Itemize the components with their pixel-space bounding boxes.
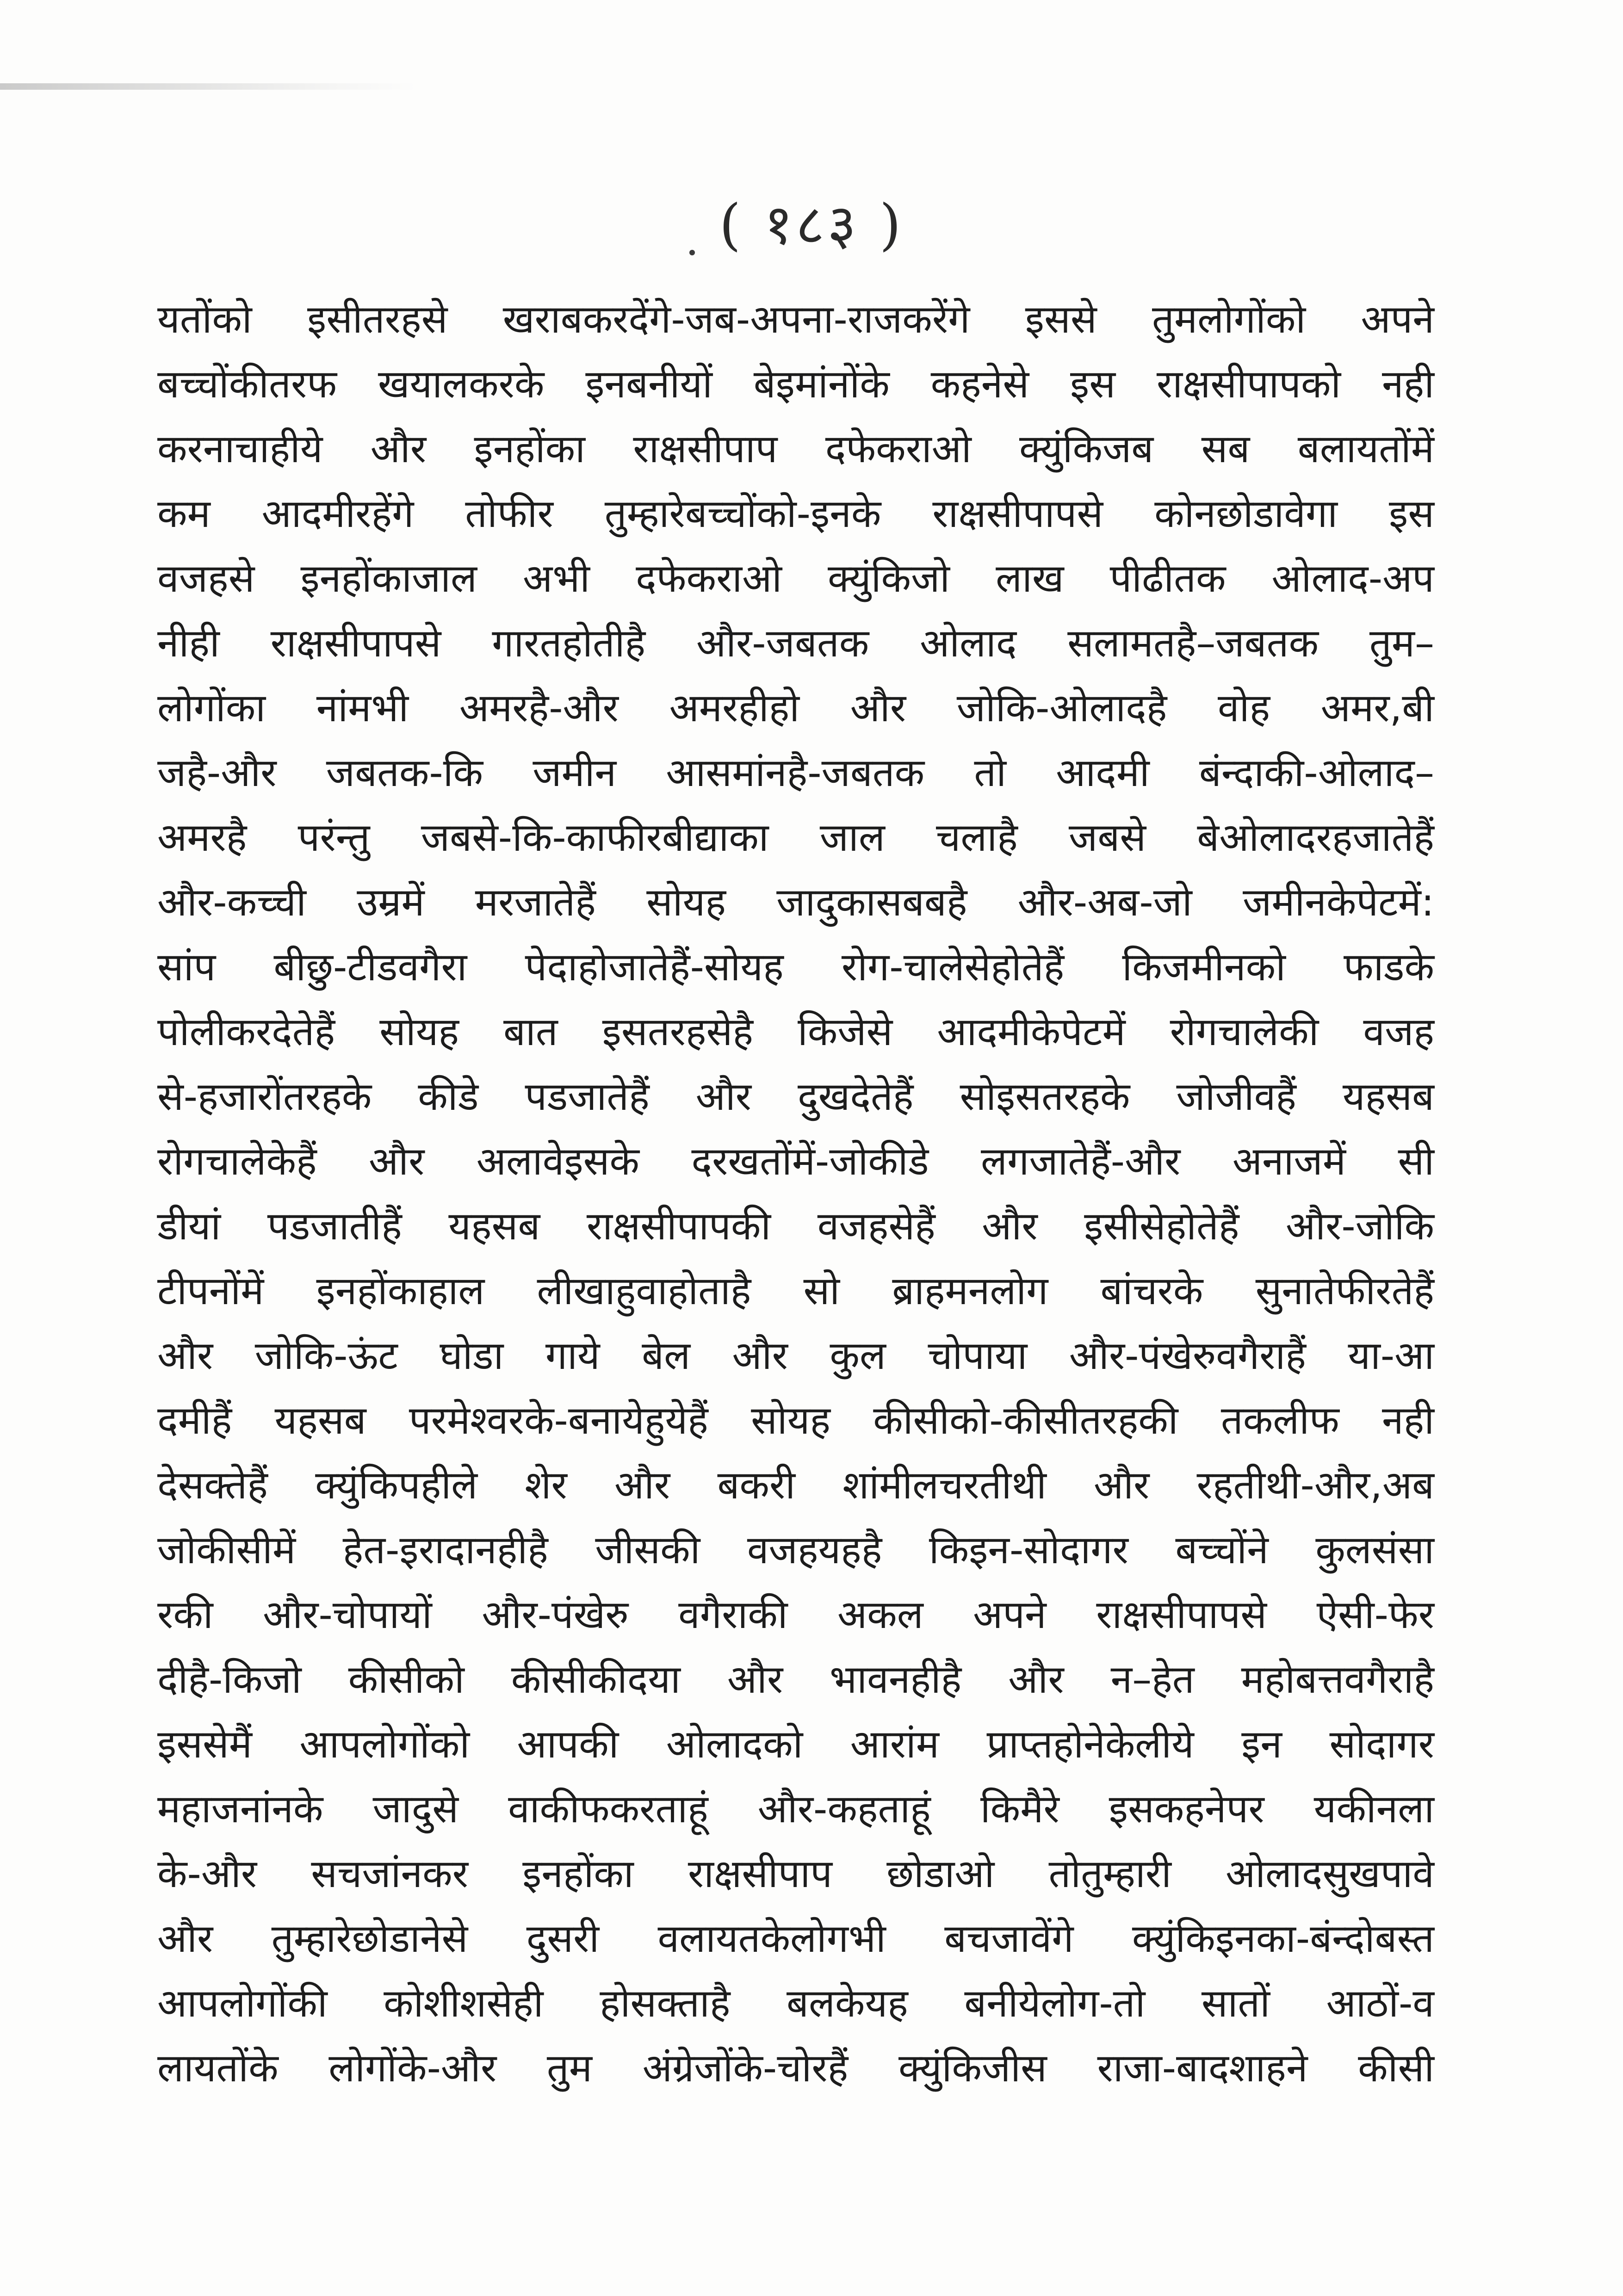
text-line: दीहै-किजो कीसीको कीसीकीदया और भावनहीहै और न–हेत महोबत्तवगैराहै — [157, 1657, 1434, 1702]
text-line: पोलीकरदेतेहैं सोयह बात इसतरहसेहै किजेसे आदमीकेपेटमें रोगचालेकी वजह — [157, 1009, 1434, 1054]
text-line: और जोकि-ऊंट घोडा गाये बेल और कुल चोपाया और-पंखेरुवगैराहैं या-आ — [157, 1333, 1434, 1378]
text-line: कम आदमीरहेंगे तोफीर तुम्हारेबच्चोंको-इनके राक्षसीपापसे कोनछोडावेगा इस — [157, 491, 1434, 536]
text-line: आपलोगोंकी कोशीशसेही होसक्ताहै बलकेयह बनीयेलोग-तो सातों आठों-व — [157, 1980, 1434, 2026]
text-line: टीपनोंमें इनहोंकाहाल लीखाहुवाहोताहै सो ब्राहमनलोग बांचरके सुनातेफीरतेहैं — [157, 1268, 1434, 1313]
text-line: महाजनांनके जादुसे वाकीफकरताहूं और-कहताहूं किमैरे इसकहनेपर यकीनला — [157, 1786, 1434, 1832]
text-line: बच्चोंकीतरफ खयालकरके इनबनीयों बेइमांनोंके कहनेसे इस राक्षसीपापको नही — [157, 361, 1435, 407]
text-line: जहै-और जबतक-कि जमीन आसमांनहै-जबतक तो आदमी बंन्दाकी-ओलाद– — [157, 750, 1434, 795]
text-line: के-और सचजांनकर इनहोंका राक्षसीपाप छोडाओ तोतुम्हारी ओलादसुखपावे — [157, 1851, 1434, 1896]
text-line: रकी और-चोपायों और-पंखेरु वगैराकी अकल अपने राक्षसीपापसे ऐसी-फेर — [157, 1592, 1434, 1637]
ink-dot — [689, 250, 695, 255]
text-line: से-हजारोंतरहके कीडे पडजातेहैं और दुखदेतेहैं सोइसतरहके जोजीवहैं यहसब — [157, 1074, 1434, 1119]
text-line: जोकीसीमें हेत-इरादानहीहै जीसकी वजहयहहै किइन-सोदागर बच्चोंने कुलसंसा — [157, 1527, 1434, 1572]
text-line: यतोंको इसीतरहसे खराबकरदेंगे-जब-अपना-राजकरेंगे इससे तुमलोगोंको अपने — [157, 297, 1434, 342]
page-number: ( १८३ ) — [719, 193, 904, 257]
text-line: लोगोंका नांमभी अमरहै-और अमरहीहो और जोकि-ओलादहै वोह अमर,बी — [157, 685, 1434, 730]
text-line: अमरहै परंन्तु जबसे-कि-काफीरबीद्याका जाल चलाहै जबसे बेओलादरहजातेहैं — [157, 815, 1434, 860]
body-text — [157, 287, 1434, 2100]
text-line: वजहसे इनहोंकाजाल अभी दफेकराओ क्युंकिजो लाख पीढीतक ओलाद-अप — [157, 556, 1434, 601]
scan-edge-mark — [0, 83, 416, 90]
text-line: इससेमैं आपलोगोंको आपकी ओलादको आरांम प्राप्तहोनेकेलीये इन सोदागर — [157, 1721, 1434, 1767]
text-line: रोगचालेकेहैं और अलावेइसके दरखतोंमें-जोकीडे लगजातेहैं-और अनाजमें सी — [157, 1139, 1434, 1184]
text-line: और तुम्हारेछोडानेसे दुसरी वलायतकेलोगभी बचजावेंगे क्युंकिइनका-बंन्दोबस्त — [157, 1916, 1434, 1961]
text-line: डीयां पडजातीहैं यहसब राक्षसीपापकी वजहसेहैं और इसीसेहोतेहैं और-जोकि — [157, 1203, 1434, 1249]
text-line: नीही राक्षसीपापसे गारतहोतीहै और-जबतक ओलाद सलामतहै–जबतक तुम– — [157, 620, 1434, 666]
text-line: सांप बीछु-टीडवगैरा पेदाहोजातेहैं-सोयह रोग-चालेसेहोतेहैं किजमीनको फाडके — [157, 944, 1434, 990]
text-line: देसक्तेहैं क्युंकिपहीले शेर और बकरी शांमीलचरतीथी और रहतीथी-और,अब — [157, 1462, 1434, 1508]
text-line: करनाचाहीये और इनहोंका राक्षसीपाप दफेकराओ क्युंकिजब सब बलायतोंमें — [157, 426, 1434, 471]
text-line: लायतोंके लोगोंके-और तुम अंग्रेजोंके-चोरहैं क्युंकिजीस राजा-बादशाहने कीसी — [157, 2045, 1434, 2091]
text-line: दमीहैं यहसब परमेश्वरके-बनायेहुयेहैं सोयह कीसीको-कीसीतरहकी तकलीफ नही — [157, 1398, 1434, 1443]
text-line: और-कच्ची उम्रमें मरजातेहैं सोयह जादुकासबबहै और-अब-जो जमीनकेपेटमें: — [157, 879, 1434, 925]
